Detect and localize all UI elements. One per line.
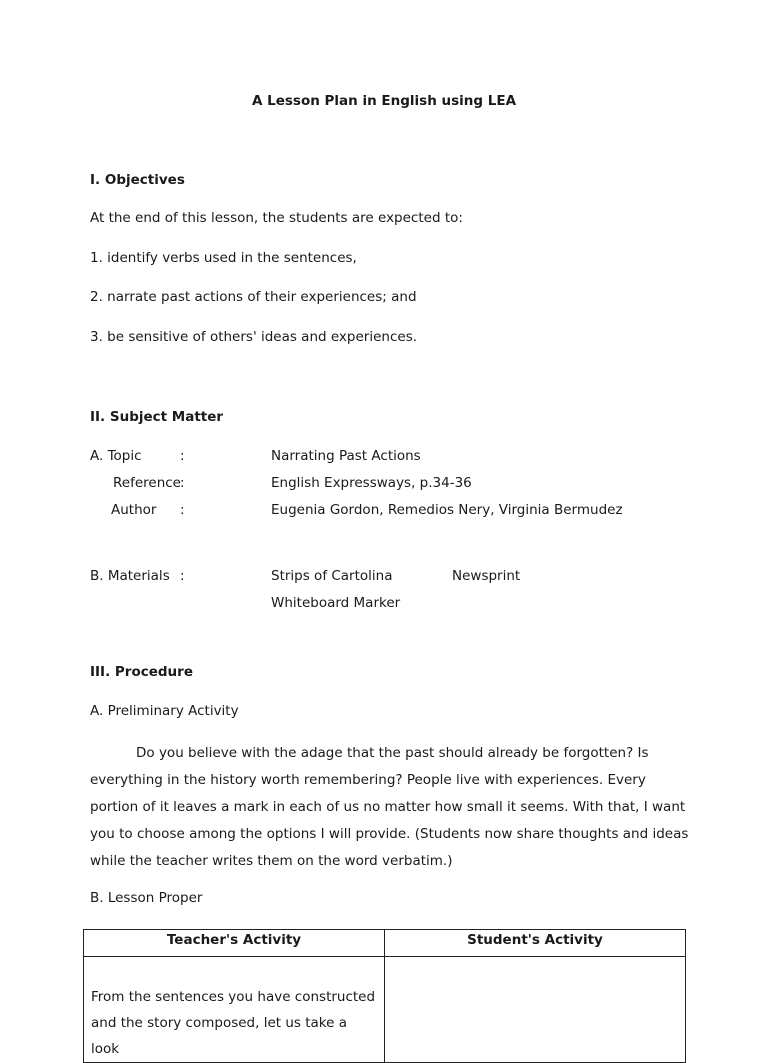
teacher-activity-header: Teacher's Activity <box>84 930 385 957</box>
objective-item: 3. be sensitive of others' ideas and experiences. <box>90 329 418 345</box>
material-item: Newsprint <box>452 568 521 584</box>
author-label: Author <box>111 502 157 518</box>
material-item: Strips of Cartolina <box>271 568 393 584</box>
objectives-intro: At the end of this lesson, the students are expected to: <box>90 210 463 226</box>
procedure-heading: III. Procedure <box>90 664 193 680</box>
student-activity-cell <box>385 957 686 1063</box>
preliminary-activity-paragraph <box>90 740 690 875</box>
topic-label: A. Topic <box>90 448 142 464</box>
subject-matter-heading: II. Subject Matter <box>90 409 224 425</box>
reference-value: English Expressways, p.34-36 <box>271 475 472 491</box>
activity-table <box>83 929 686 1063</box>
preliminary-activity-heading: A. Preliminary Activity <box>90 703 239 719</box>
materials-label: B. Materials <box>90 568 170 584</box>
student-activity-text <box>385 957 685 984</box>
objective-item: 2. narrate past actions of their experiences; and <box>90 289 417 305</box>
student-activity-header: Student's Activity <box>385 930 686 957</box>
topic-value: Narrating Past Actions <box>271 448 421 464</box>
document-title: A Lesson Plan in English using LEA <box>251 93 517 109</box>
lesson-proper-heading: B. Lesson Proper <box>90 890 203 906</box>
preliminary-activity-text: Do you believe with the adage that the past should already be forgotten? Is everything in the history worth remembering? People live with experiences. Every portion of it leaves a mark in each of us no matter how small it seems. With that, I want you to choose among the options I will provide. (Students now share thoughts and ideas while the teacher writes them on the word verbatim.) <box>90 745 689 869</box>
topic-colon: : <box>180 448 185 464</box>
objective-item: 1. identify verbs used in the sentences, <box>90 250 357 266</box>
author-value: Eugenia Gordon, Remedios Nery, Virginia Bermudez <box>271 502 623 518</box>
author-colon: : <box>180 502 185 518</box>
teacher-activity-text: From the sentences you have constructed and the story composed, let us take a look <box>91 989 376 1057</box>
material-item: Whiteboard Marker <box>271 595 401 611</box>
teacher-activity-cell <box>84 957 385 1063</box>
reference-label: Reference <box>113 475 181 491</box>
materials-colon: : <box>180 568 185 584</box>
objectives-heading: I. Objectives <box>90 172 185 188</box>
reference-colon: : <box>180 475 185 491</box>
